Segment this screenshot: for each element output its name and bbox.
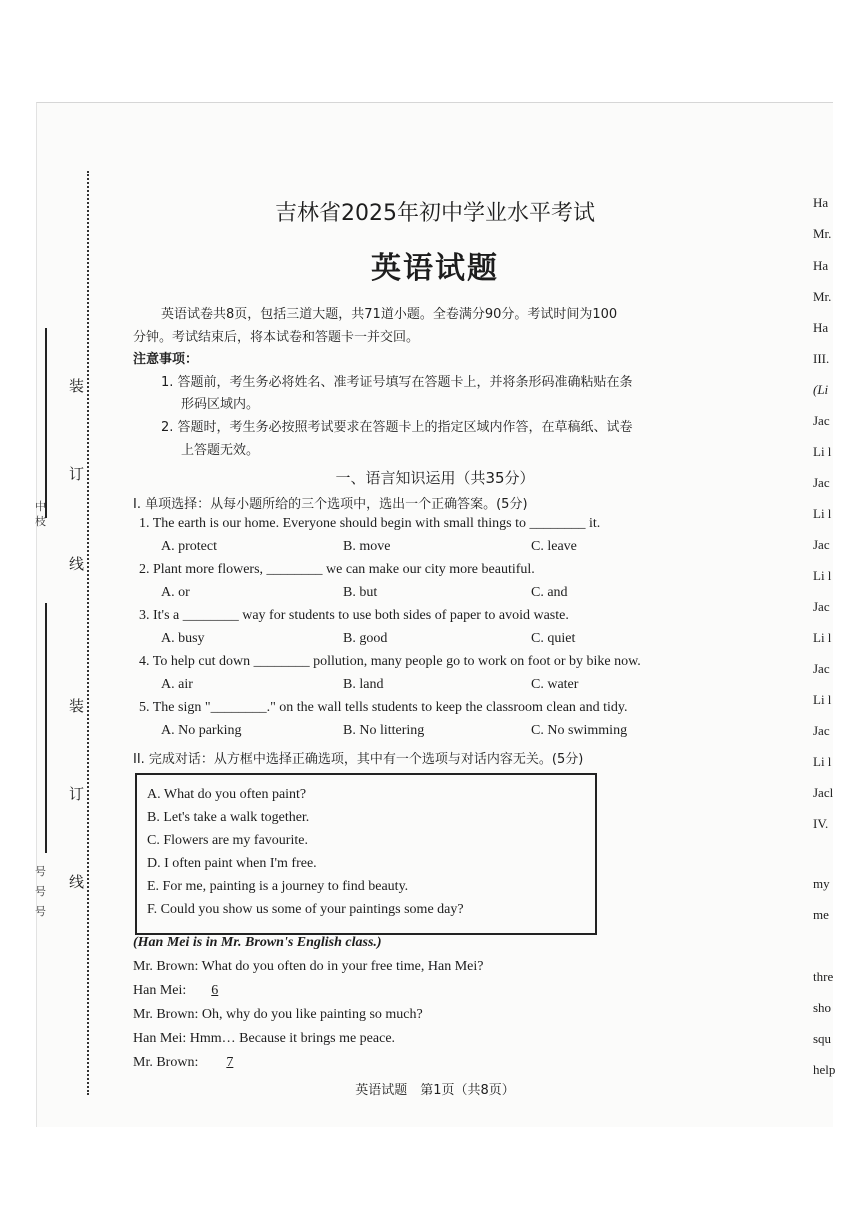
right-edge-fragment: Ha bbox=[813, 195, 829, 210]
speaker: Mr. Brown: bbox=[133, 1055, 199, 1070]
options-box bbox=[135, 773, 597, 935]
question-4-option-a: A. air bbox=[161, 677, 193, 692]
right-edge-fragment: Jac bbox=[813, 599, 830, 614]
right-edge-fragment: Jac bbox=[813, 475, 830, 490]
binding-char: 装 bbox=[69, 377, 85, 395]
answer-blank-6: 6 bbox=[211, 983, 219, 998]
part-2-heading: II. 完成对话：从方框中选择正确选项，其中有一个选项与对话内容无关。(5分) bbox=[133, 752, 584, 767]
question-3-option-c: C. quiet bbox=[531, 631, 576, 646]
right-edge-fragment: Li l bbox=[813, 444, 832, 459]
right-edge-fragment: my bbox=[813, 876, 830, 891]
right-edge-fragment: Jac bbox=[813, 537, 830, 552]
exam-page bbox=[35, 102, 836, 1127]
speaker: Han Mei: bbox=[133, 1031, 187, 1046]
dialogue-line bbox=[133, 959, 483, 975]
exam-title: 吉林省2025年初中学业水平考试 bbox=[275, 201, 595, 226]
notes-heading: 注意事项： bbox=[133, 352, 199, 367]
right-edge-fragment: Mr. bbox=[813, 226, 832, 241]
binding-char: 订 bbox=[69, 465, 85, 483]
intro-line-2: 分钟。考试结束后，将本试卷和答题卡一并交回。 bbox=[133, 330, 420, 345]
question-5-option-b: B. No littering bbox=[343, 723, 425, 738]
binding-dotted-line bbox=[87, 171, 89, 1095]
right-edge-fragment: Jacl bbox=[813, 785, 834, 800]
right-edge-fragment: Ha bbox=[813, 258, 829, 273]
binding-solid-line-top bbox=[45, 328, 47, 518]
exam-subject: 英语试题 bbox=[371, 251, 499, 286]
question-1-option-b: B. move bbox=[343, 539, 391, 554]
left-edge-fragment: 号 bbox=[35, 885, 46, 898]
binding-char: 线 bbox=[69, 555, 85, 573]
question-2-option-b: B. but bbox=[343, 585, 378, 600]
binding-solid-line-bottom bbox=[45, 603, 47, 853]
question-4-option-b: B. land bbox=[343, 677, 384, 692]
note-1-line-2: 形码区域内。 bbox=[181, 397, 260, 412]
right-edge-fragment: Mr. bbox=[813, 289, 832, 304]
option-e: E. For me, painting is a journey to find beauty. bbox=[147, 879, 409, 894]
option-a: A. What do you often paint? bbox=[147, 787, 307, 802]
left-edge-fragment: 枝 bbox=[35, 515, 46, 528]
right-edge-fragment: Li l bbox=[813, 506, 832, 521]
question-2-option-c: C. and bbox=[531, 585, 568, 600]
binding-char: 线 bbox=[69, 873, 85, 891]
speaker: Mr. Brown: bbox=[133, 959, 199, 974]
right-edge-fragment: Li l bbox=[813, 630, 832, 645]
question-4-option-c: C. water bbox=[531, 677, 579, 692]
right-edge-fragment: (Li bbox=[813, 382, 829, 397]
note-1-line-1: 1. 答题前，考生务必将姓名、准考证号填写在答题卡上，并将条形码准确粘贴在条 bbox=[161, 375, 633, 390]
binding-char: 订 bbox=[69, 785, 85, 803]
speaker: Han Mei: bbox=[133, 983, 187, 998]
right-edge-fragment: Li l bbox=[813, 692, 832, 707]
dialogue-line bbox=[133, 1007, 423, 1023]
section-1-heading: 一、语言知识运用（共35分） bbox=[335, 469, 535, 487]
right-edge-fragment: me bbox=[813, 907, 829, 922]
question-1-stem: 1. The earth is our home. Everyone should begin with small things to ________ it. bbox=[139, 516, 601, 531]
option-b: B. Let's take a walk together. bbox=[147, 810, 310, 825]
part-1-heading: I. 单项选择：从每小题所给的三个选项中，选出一个正确答案。(5分) bbox=[133, 497, 528, 512]
question-3-option-a: A. busy bbox=[161, 631, 205, 646]
right-edge-fragment: thre bbox=[813, 969, 834, 984]
dialogue-text: What do you often do in your free time, Han Mei? bbox=[201, 959, 484, 974]
speaker: Mr. Brown: bbox=[133, 1007, 199, 1022]
question-3-option-b: B. good bbox=[343, 631, 388, 646]
binding-char: 装 bbox=[69, 697, 85, 715]
option-c: C. Flowers are my favourite. bbox=[147, 833, 308, 848]
right-edge-fragment: Li l bbox=[813, 568, 832, 583]
right-edge-fragment: help bbox=[813, 1062, 836, 1077]
question-2-option-a: A. or bbox=[161, 585, 190, 600]
question-4-stem: 4. To help cut down ________ pollution, many people go to work on foot or by bike now. bbox=[139, 654, 641, 669]
dialogue-text: Hmm… Because it brings me peace. bbox=[189, 1031, 396, 1046]
left-edge-fragment: 中 bbox=[35, 500, 46, 513]
answer-blank-7: 7 bbox=[226, 1055, 234, 1070]
dialogue-line bbox=[133, 1055, 258, 1071]
question-2-stem: 2. Plant more flowers, ________ we can make our city more beautiful. bbox=[139, 562, 535, 577]
dialogue-line bbox=[133, 983, 240, 999]
question-1-option-c: C. leave bbox=[531, 539, 577, 554]
right-edge-fragment: III. bbox=[813, 351, 830, 366]
right-edge-fragment: squ bbox=[813, 1031, 832, 1046]
note-2-line-2: 上答题无效。 bbox=[181, 443, 260, 458]
intro-line-1: 英语试卷共8页，包括三道大题，共71道小题。全卷满分90分。考试时间为100 bbox=[161, 307, 618, 322]
question-5-option-a: A. No parking bbox=[161, 723, 242, 738]
option-d: D. I often paint when I'm free. bbox=[147, 856, 317, 871]
right-edge-fragment: IV. bbox=[813, 816, 829, 831]
question-1-option-a: A. protect bbox=[161, 539, 217, 554]
right-edge-fragment: Jac bbox=[813, 661, 830, 676]
right-edge-fragment: Jac bbox=[813, 413, 830, 428]
right-edge-fragment: sho bbox=[813, 1000, 832, 1015]
left-edge-fragment: 号 bbox=[35, 865, 46, 878]
question-5-stem: 5. The sign "________." on the wall tells students to keep the classroom clean and tidy. bbox=[139, 700, 628, 715]
right-edge-fragment: Ha bbox=[813, 320, 829, 335]
dialogue-context: (Han Mei is in Mr. Brown's English class.) bbox=[133, 935, 382, 950]
note-2-line-1: 2. 答题时，考生务必按照考试要求在答题卡上的指定区域内作答，在草稿纸、试卷 bbox=[161, 420, 633, 435]
right-edge-fragment: Li l bbox=[813, 754, 832, 769]
page-footer: 英语试题 第1页（共8页） bbox=[355, 1083, 515, 1098]
right-edge-fragment: Jac bbox=[813, 723, 830, 738]
left-edge-fragment: 号 bbox=[35, 905, 46, 918]
dialogue-text: Oh, why do you like painting so much? bbox=[201, 1007, 423, 1022]
option-f: F. Could you show us some of your paintings some day? bbox=[147, 902, 464, 917]
question-5-option-c: C. No swimming bbox=[531, 723, 628, 738]
question-3-stem: 3. It's a ________ way for students to use both sides of paper to avoid waste. bbox=[139, 608, 569, 623]
dialogue-line bbox=[133, 1031, 395, 1047]
